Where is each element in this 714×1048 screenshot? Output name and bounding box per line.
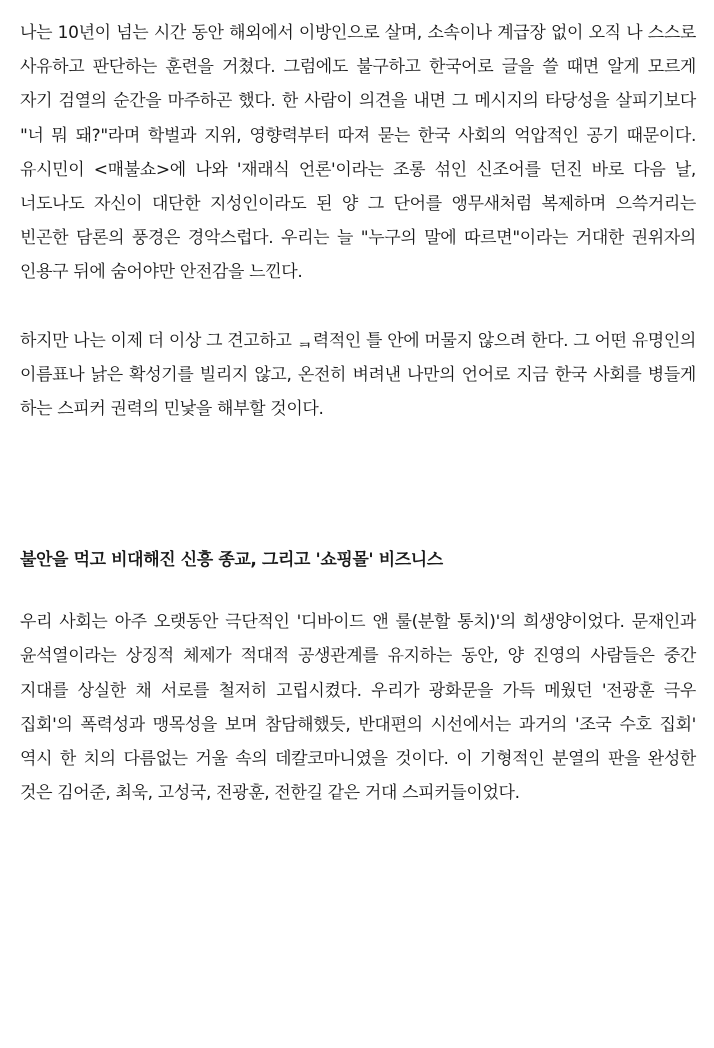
section-heading: 불안을 먹고 비대해진 신흥 종교, 그리고 '쇼핑몰' 비즈니스 <box>20 550 443 571</box>
intro-paragraph: 나는 10년이 넘는 시간 동안 해외에서 이방인으로 살며, 소속이나 계급장 없이 오직 나 스스로 사유하고 판단하는 훈련을 거쳤다. 그럼에도 불구하고 한국어로 글을 쓸 때면 알게 모르게 자기 검열의 순간을 마주하곤 했다. 한 사람이 의견을 내면 그 메시지의 타당성을 살피기보다 "너 뭐 돼?"라며 학벌과 지위, 영향력부터 따져 묻는 한국 사회의 억압적인 공기 때문이다. 유시민이 <매불쇼>에 나와 '재래식 언론'이라는 조롱 섞인 신조어를 던진 바로 다음 날, 너도나도 자신이 대단한 지성인이라도 된 양 그 단어를 앵무새처럼 복제하며 으쓱거리는 빈곤한 담론의 풍경은 경악스럽다. 우리는 늘 "누구의 말에 따르면"이라는 거대한 권위자의 인용구 뒤에 숨어야만 안전감을 느낀다. <box>20 23 696 283</box>
article-body <box>20 16 696 810</box>
section-paragraph: 우리 사회는 아주 오랫동안 극단적인 '디바이드 앤 룰(분할 통치)'의 희생양이었다. 문재인과 윤석열이라는 상징적 체제가 적대적 공생관계를 유지하는 동안, 양 진영의 사람들은 중간 지대를 상실한 채 서로를 철저히 고립시켰다. 우리가 광화문을 가득 메웠던 '전광훈 극우 집회'의 폭력성과 맹목성을 보며 참담해했듯, 반대편의 시선에서는 과거의 '조국 수호 집회' 역시 한 치의 다름없는 거울 속의 데칼코마니였을 것이다. 이 기형적인 분열의 판을 완성한 것은 김어준, 최욱, 고성국, 전광훈, 전한길 같은 거대 스피커들이었다. <box>20 612 696 804</box>
resolve-paragraph: 하지만 나는 이제 더 이상 그 견고하고 ᆿ력적인 틀 안에 머물지 않으려 한다. 그 어떤 유명인의 이름표나 낡은 확성기를 빌리지 않고, 온전히 벼려낸 나만의 언어로 지금 한국 사회를 병들게 하는 스피커 권력의 민낯을 해부할 것이다. <box>20 330 696 420</box>
heading-spacer <box>20 577 696 605</box>
section-spacer <box>20 426 696 543</box>
paragraph-spacer <box>20 290 696 324</box>
